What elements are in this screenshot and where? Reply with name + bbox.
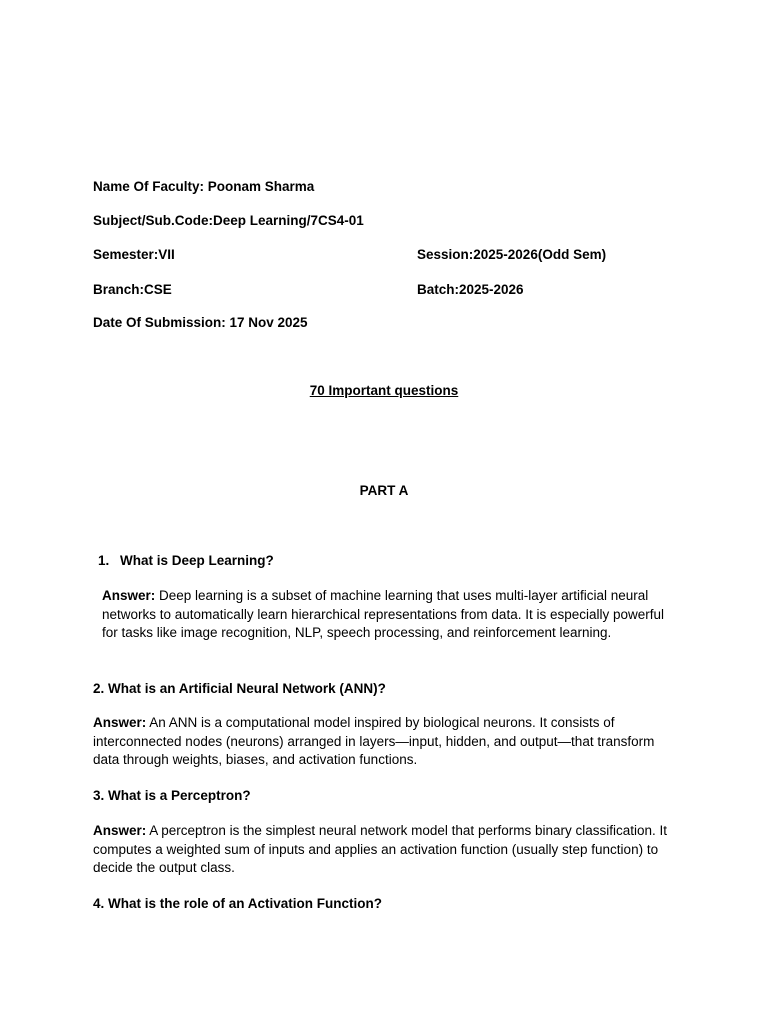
subject-code: Subject/Sub.Code:Deep Learning/7CS4-01: [93, 213, 364, 228]
question-2: [93, 680, 386, 698]
session: Session:2025-2026(Odd Sem): [417, 247, 607, 262]
document-title: 70 Important questions: [309, 383, 459, 398]
answer-2: [93, 714, 683, 770]
answer-3: [93, 822, 683, 878]
question-text: What is Deep Learning?: [120, 553, 274, 568]
answer-label: Answer:: [93, 823, 147, 838]
faculty-name: Name Of Faculty: Poonam Sharma: [93, 179, 315, 194]
question-4: [93, 895, 382, 913]
question-1: [98, 552, 274, 570]
question-text: What is the role of an Activation Function?: [108, 896, 383, 911]
answer-text: A perceptron is the simplest neural network model that performs binary classification. It computes a weighted sum of inputs and applies an activation function (usually step function) to decide the output class.: [93, 823, 668, 875]
question-text: What is an Artificial Neural Network (ANN)?: [108, 681, 386, 696]
submission-date: Date Of Submission: 17 Nov 2025: [93, 315, 308, 330]
answer-label: Answer:: [93, 715, 147, 730]
question-number: 1.: [98, 553, 110, 568]
branch: Branch:CSE: [93, 282, 172, 297]
question-text: What is a Perceptron?: [108, 788, 251, 803]
answer-1: [102, 587, 672, 643]
semester: Semester:VII: [93, 247, 175, 262]
question-number: 2.: [93, 681, 105, 696]
question-3: [93, 787, 251, 805]
answer-label: Answer:: [102, 588, 156, 603]
part-title: PART A: [359, 483, 409, 498]
answer-text: An ANN is a computational model inspired by biological neurons. It consists of interconnected nodes (neurons) arranged in layers—input, hidden, and output—that transform data through weights, biases, and activation functions.: [93, 715, 655, 767]
question-number: 3.: [93, 788, 105, 803]
batch: Batch:2025-2026: [417, 282, 524, 297]
question-number: 4.: [93, 896, 105, 911]
answer-text: Deep learning is a subset of machine learning that uses multi-layer artificial neural networks to automatically learn hierarchical representations from data. It is especially powerful for tasks like image recognition, NLP, speech processing, and reinforcement learning.: [102, 588, 665, 640]
